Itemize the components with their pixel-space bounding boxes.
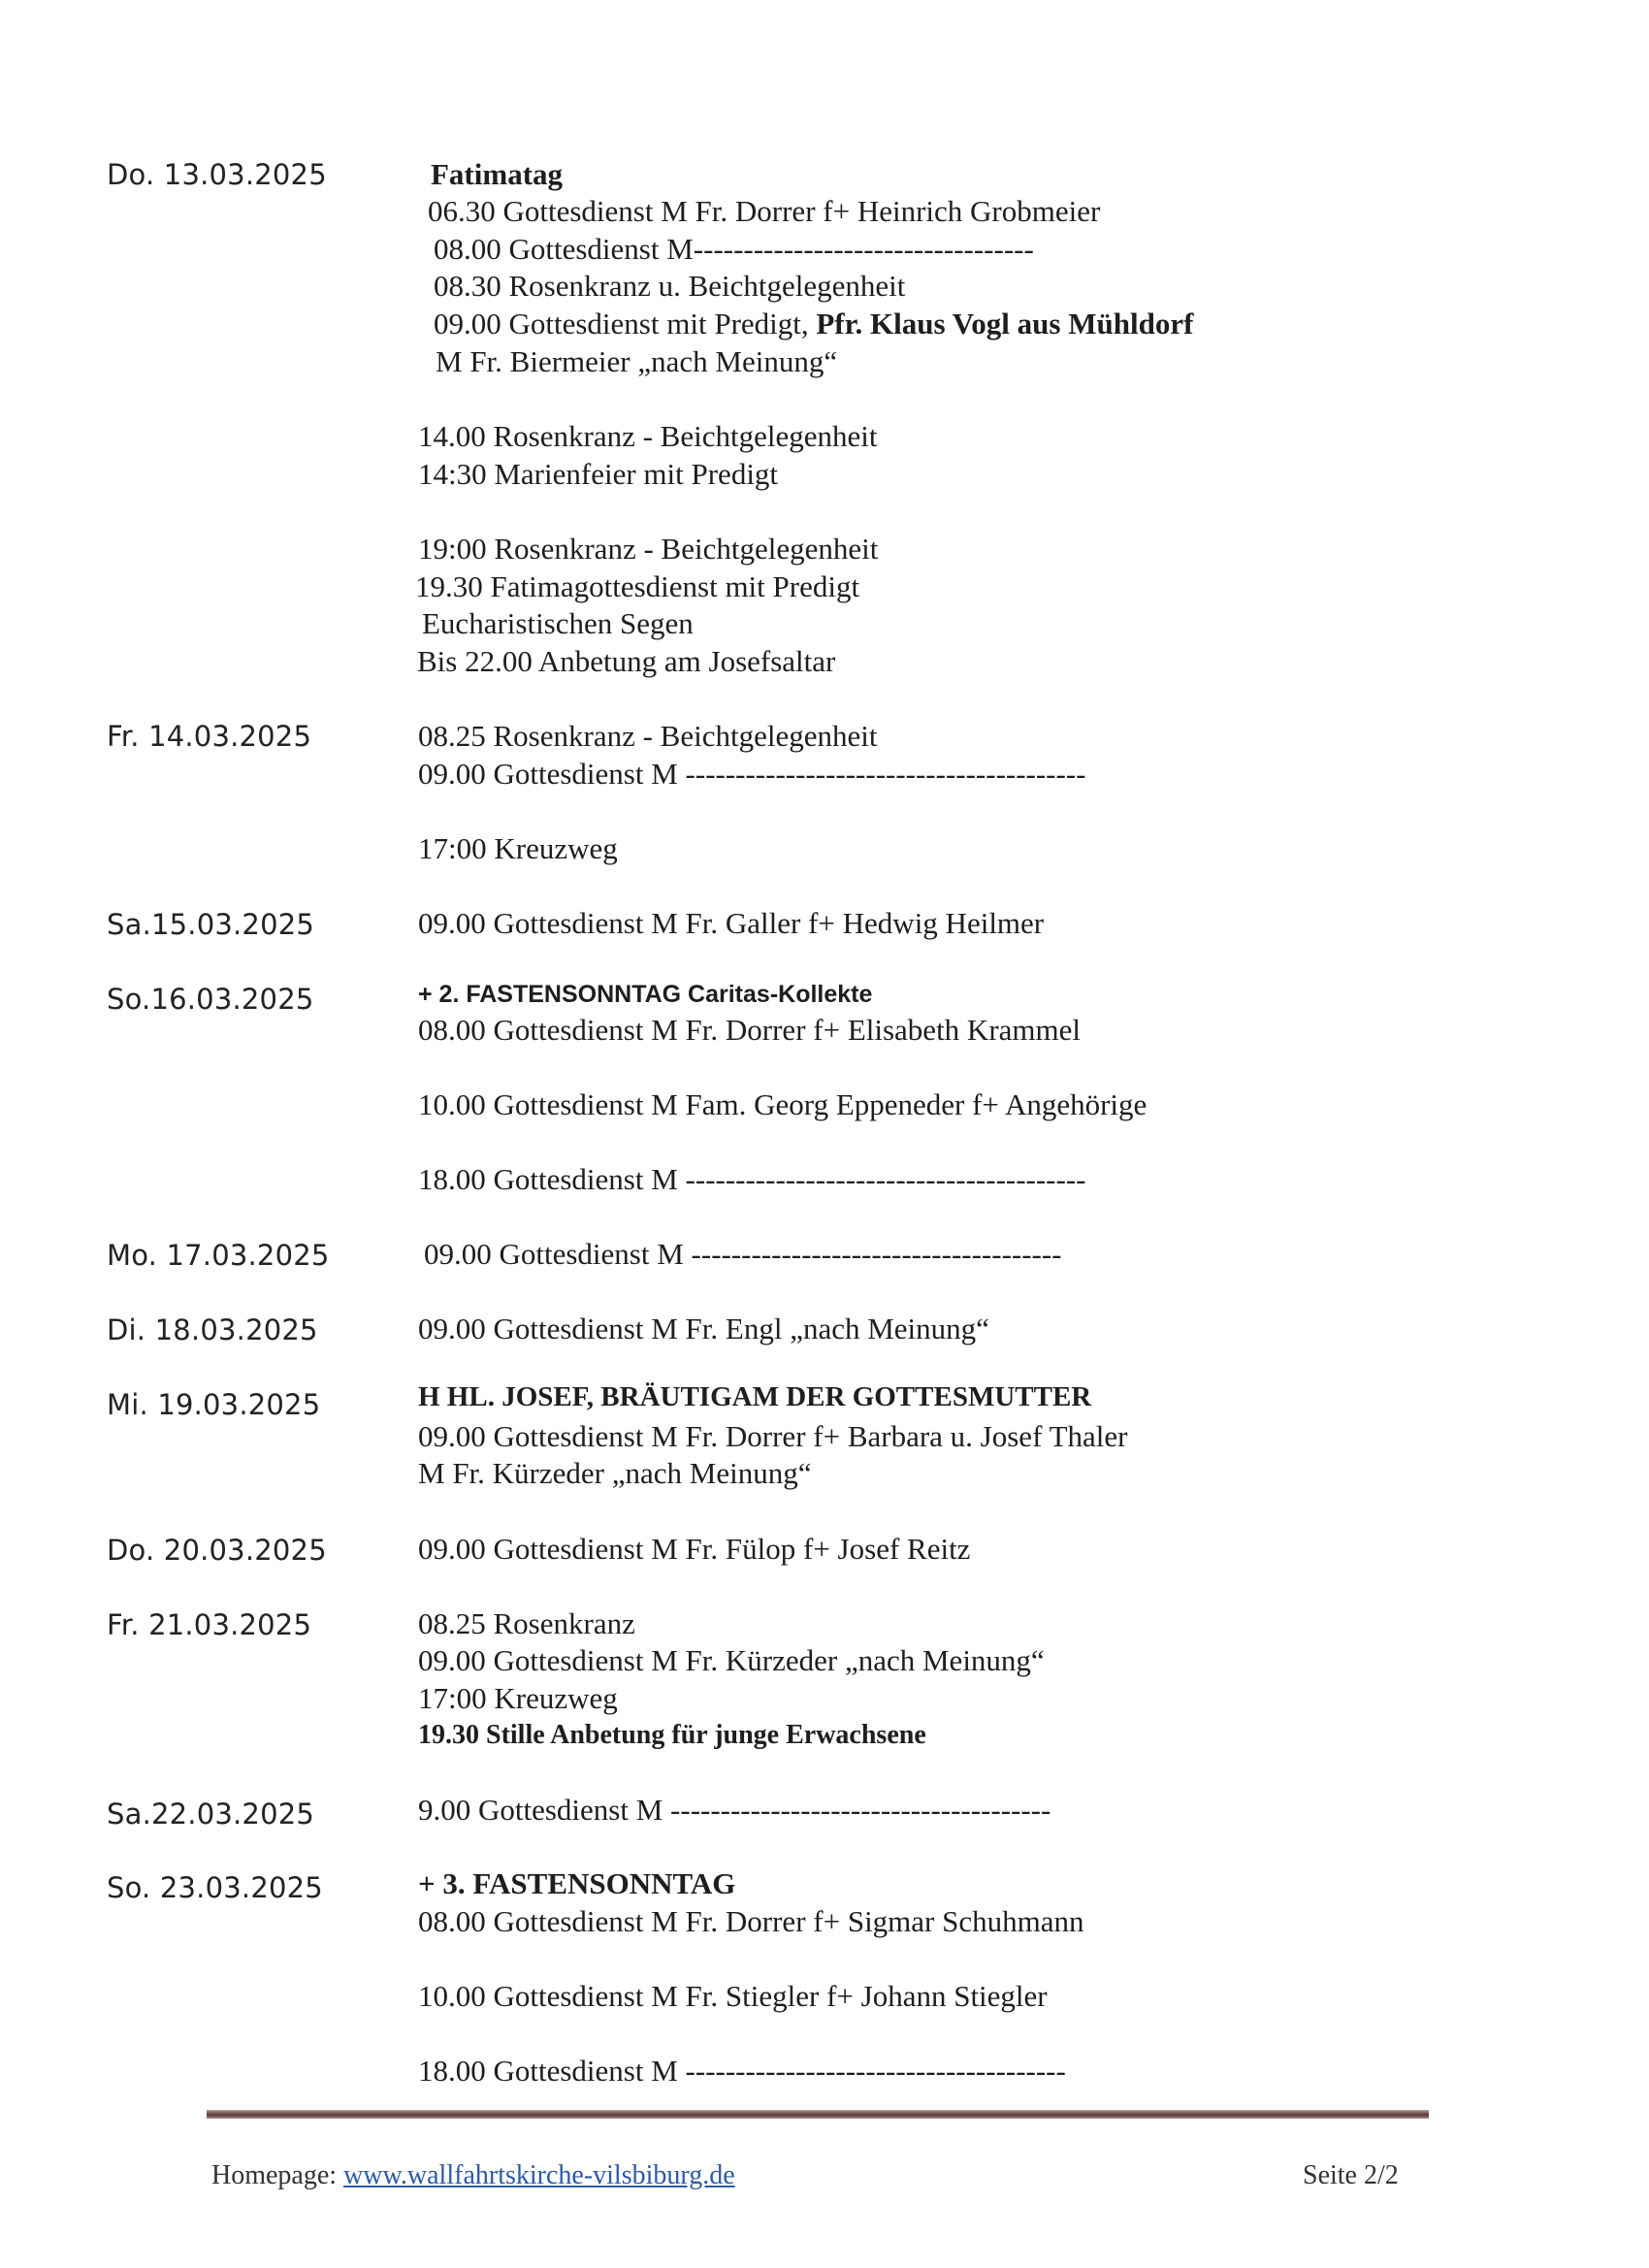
schedule-line: 14:30 Marienfeier mit Predigt xyxy=(418,457,779,491)
schedule-line: 08.25 Rosenkranz xyxy=(418,1606,635,1640)
schedule-line: 09.00 Gottesdienst M Fr. Kürzeder „nach Meinung“ xyxy=(418,1643,1045,1677)
schedule-line: 08.00 Gottesdienst M Fr. Dorrer f+ Elisabeth Krammel xyxy=(418,1013,1081,1047)
date-label: Fr. 14.03.2025 xyxy=(107,720,312,753)
date-label: Mi. 19.03.2025 xyxy=(107,1388,321,1421)
schedule-line: 09.00 Gottesdienst M Fr. Galler f+ Hedwig Heilmer xyxy=(418,906,1045,940)
schedule-line: 18.00 Gottesdienst M -------------------------------------- xyxy=(418,2054,1066,2088)
schedule-line: Bis 22.00 Anbetung am Josefsaltar xyxy=(417,644,836,678)
event-title: + 2. FASTENSONNTAG Caritas-Kollekte xyxy=(418,981,873,1008)
date-label: Do. 13.03.2025 xyxy=(107,158,327,191)
schedule-line: 17:00 Kreuzweg xyxy=(418,1681,618,1715)
schedule-line: M Fr. Biermeier „nach Meinung“ xyxy=(436,344,838,378)
date-label: So.16.03.2025 xyxy=(107,983,314,1016)
page-number: Seite 2/2 xyxy=(1303,2160,1399,2190)
schedule-line: 08.25 Rosenkranz - Beichtgelegenheit xyxy=(418,719,878,753)
schedule-line: 19.30 Fatimagottesdienst mit Predigt xyxy=(415,569,860,603)
schedule-line: 09.00 Gottesdienst M ------------------------------------- xyxy=(424,1237,1062,1271)
date-label: So. 23.03.2025 xyxy=(107,1871,323,1904)
schedule-line: M Fr. Kürzeder „nach Meinung“ xyxy=(418,1456,812,1490)
date-label: Mo. 17.03.2025 xyxy=(107,1239,330,1272)
schedule-line: 17:00 Kreuzweg xyxy=(418,831,618,865)
date-label: Fr. 21.03.2025 xyxy=(107,1608,312,1641)
homepage-label: Homepage: xyxy=(211,2160,344,2190)
schedule-line-text: 09.00 Gottesdienst mit Predigt, xyxy=(434,307,817,340)
footer-homepage xyxy=(211,2160,735,2191)
schedule-line: 06.30 Gottesdienst M Fr. Dorrer f+ Heinrich Grobmeier xyxy=(428,194,1101,228)
date-label: Di. 18.03.2025 xyxy=(107,1313,318,1346)
schedule-line: 08.30 Rosenkranz u. Beichtgelegenheit xyxy=(434,269,906,303)
schedule-line: 08.00 Gottesdienst M---------------------------------- xyxy=(434,232,1034,266)
schedule-line: 09.00 Gottesdienst M Fr. Fülop f+ Josef Reitz xyxy=(418,1532,971,1566)
preacher-name: Pfr. Klaus Vogl aus Mühldorf xyxy=(816,307,1194,340)
schedule-line: 10.00 Gottesdienst M Fr. Stiegler f+ Johann Stiegler xyxy=(418,1979,1048,2013)
schedule-line: 9.00 Gottesdienst M -------------------------------------- xyxy=(418,1793,1051,1827)
event-title: H HL. JOSEF, BRÄUTIGAM DER GOTTESMUTTER xyxy=(418,1381,1092,1412)
event-title: + 3. FASTENSONNTAG xyxy=(418,1866,736,1900)
schedule-line: 19.30 Stille Anbetung für junge Erwachsene xyxy=(418,1720,926,1750)
schedule-line: 19:00 Rosenkranz - Beichtgelegenheit xyxy=(418,532,879,566)
schedule-line: 14.00 Rosenkranz - Beichtgelegenheit xyxy=(418,419,878,453)
schedule-line: 10.00 Gottesdienst M Fam. Georg Eppeneder f+ Angehörige xyxy=(418,1087,1148,1121)
schedule-line: 08.00 Gottesdienst M Fr. Dorrer f+ Sigmar Schuhmann xyxy=(418,1904,1084,1938)
schedule-line xyxy=(434,307,1193,341)
date-label: Sa.22.03.2025 xyxy=(107,1798,315,1831)
homepage-link[interactable]: www.wallfahrtskirche-vilsbiburg.de xyxy=(343,2160,735,2190)
date-label: Do. 20.03.2025 xyxy=(107,1534,327,1567)
event-title: Fatimatag xyxy=(431,157,564,191)
schedule-line: 09.00 Gottesdienst M ---------------------------------------- xyxy=(418,757,1086,791)
footer-divider xyxy=(207,2110,1429,2119)
schedule-line: Eucharistischen Segen xyxy=(422,606,694,640)
schedule-line: 18.00 Gottesdienst M ---------------------------------------- xyxy=(418,1162,1086,1196)
schedule-line: 09.00 Gottesdienst M Fr. Engl „nach Meinung“ xyxy=(418,1312,989,1345)
date-label: Sa.15.03.2025 xyxy=(107,908,315,941)
schedule-line: 09.00 Gottesdienst M Fr. Dorrer f+ Barbara u. Josef Thaler xyxy=(418,1419,1128,1453)
